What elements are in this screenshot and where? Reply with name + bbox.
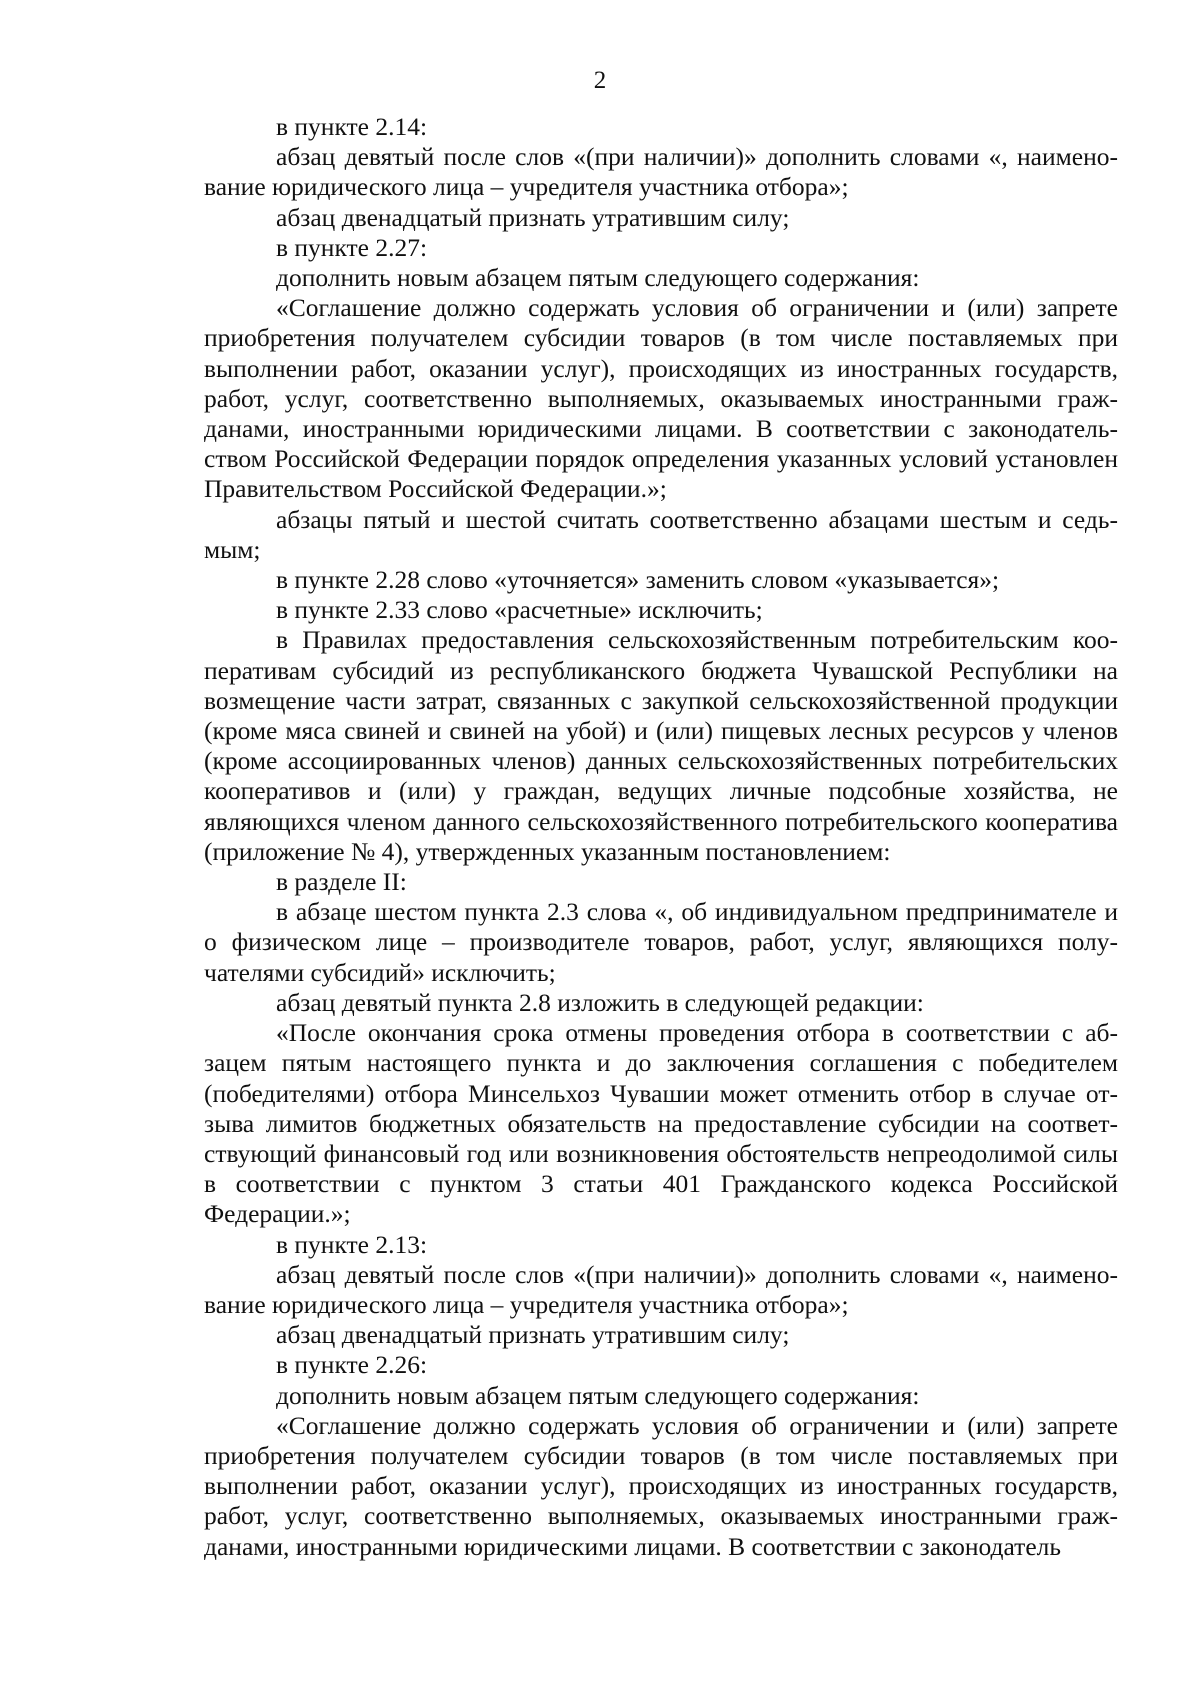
- paragraph: в Правилах предоставления сельскохозяйственным потребительским кооперативам субсидий из республиканского бюджета Чувашской Республики на возмещение части затрат, связанных с закупкой сельскохозяйственной продукции (кроме мяса свиней и свиней на убой) и (или) пищевых лесных ресурсов у членов (кроме ассоциированных членов) данных сельскохозяйственных потребительских кооперативов и (или) у граждан, ведущих личные подсобные хозяйства, не являющихся членом данного сельскохозяйственного потребительского кооператива (приложение № 4), утвержденных указанным постановлением:: [204, 625, 1118, 866]
- paragraph: в пункте 2.14:: [276, 112, 428, 141]
- paragraph: абзац двенадцатый признать утратившим силу;: [276, 1320, 790, 1350]
- paragraph: «Соглашение должно содержать условия об ограничении и (или) запрете приобретения получателем субсидии товаров (в том числе поставляемых при выполнении работ, оказании услуг), происходящих из иностранных государств, работ, услуг, соответственно выполняемых, оказываемых иностранными гражданами, иностранными юридическими лицами. В соответствии с законодатель: [204, 1410, 1118, 1561]
- paragraph: «Соглашение должно содержать условия об ограничении и (или) запрете приобретения получателем субсидии товаров (в том числе поставляемых при выполнении работ, оказании услуг), происходящих из иностранных государств, работ, услуг, соответственно выполняемых, оказываемых иностранными гражданами, иностранными юридическими лицами. В соответствии с законодательством Российской Федерации порядок определения указанных условий установлен Правительством Российской Федерации.»;: [204, 293, 1118, 504]
- paragraph: дополнить новым абзацем пятым следующего содержания:: [276, 1380, 920, 1410]
- paragraph: в пункте 2.27:: [276, 232, 428, 262]
- paragraph: абзац девятый после слов «(при наличии)» дополнить словами «, наименование юридического лица – учредителя участника отбора»;: [204, 1259, 1118, 1319]
- paragraph: в разделе II:: [276, 867, 407, 897]
- document-body: [204, 112, 1118, 1562]
- paragraph: «После окончания срока отмены проведения отбора в соответствии с абзацем пятым настоящего пункта и до заключения соглашения с победителем (победителями) отбора Минсельхоз Чувашии может отменить отбор в случае отзыва лимитов бюджетных обязательств на предоставление субсидии на соответствующий финансовый год или возникновения обстоятельств непреодолимой силы в соответствии с пунктом 3 статьи 401 Гражданского кодекса Российской Федерации.»;: [204, 1018, 1118, 1229]
- paragraph: абзац девятый после слов «(при наличии)» дополнить словами «, наименование юридического лица – учредителя участника отбора»;: [204, 142, 1118, 202]
- paragraph: в абзаце шестом пункта 2.3 слова «, об индивидуальном предпринимателе и о физическом лице – производителе товаров, работ, услуг, являющихся получателями субсидий» исключить;: [204, 897, 1118, 987]
- paragraph: абзацы пятый и шестой считать соответственно абзацами шестым и седьмым;: [204, 504, 1118, 564]
- paragraph: в пункте 2.13:: [276, 1229, 428, 1259]
- paragraph: в пункте 2.33 слово «расчетные» исключить;: [276, 595, 763, 625]
- paragraph: абзац двенадцатый признать утратившим силу;: [276, 202, 790, 232]
- page-number: 2: [593, 67, 607, 94]
- paragraph: абзац девятый пункта 2.8 изложить в следующей редакции:: [276, 987, 924, 1017]
- paragraph: в пункте 2.26:: [276, 1350, 428, 1380]
- paragraph: дополнить новым абзацем пятым следующего содержания:: [276, 263, 920, 293]
- paragraph: в пункте 2.28 слово «уточняется» заменить словом «указывается»;: [276, 565, 1000, 595]
